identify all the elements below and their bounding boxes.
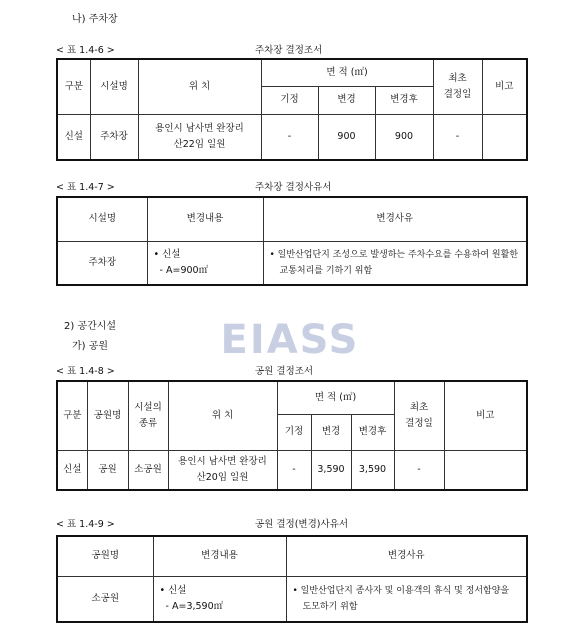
cell-content	[153, 576, 286, 622]
cell-after: 3,590	[351, 450, 394, 490]
cell-type: 신설	[57, 450, 87, 490]
table-row	[57, 241, 527, 285]
header-change: 변경	[311, 414, 351, 450]
header-park-name: 공원명	[57, 536, 153, 576]
cell-facility-kind: 소공원	[128, 450, 168, 490]
content-line: - A=3,590㎡	[159, 600, 224, 612]
header-area: 면 적 (㎡)	[261, 59, 433, 86]
table-row	[57, 114, 527, 160]
reason-line: 도모하기 위함	[302, 601, 358, 612]
header-note: 비고	[482, 59, 527, 114]
header-location: 위 치	[138, 59, 261, 114]
parking-reason-table	[56, 196, 528, 286]
cell-location: 용인시 남사면 완장리 산20임 일원	[168, 450, 277, 490]
table-caption-number: < 표 1.4-7 >	[56, 182, 115, 193]
header-facility: 시설명	[57, 197, 147, 241]
table-caption-title: 공원 결정(변경)사유서	[255, 519, 349, 530]
header-location: 위 치	[168, 381, 277, 450]
reason-line: • 일반산업단지 종사자 및 이용객의 휴식 및 정서함양을	[292, 585, 510, 596]
parking-decision-table	[56, 58, 528, 161]
cell-first: -	[433, 114, 482, 160]
section-heading-space: 2) 공간시설	[64, 321, 117, 332]
park-reason-table	[56, 535, 528, 623]
cell-content	[147, 241, 263, 285]
table-caption-title: 주차장 결정조서	[255, 45, 323, 56]
header-first-decision: 최초 결정일	[394, 381, 444, 450]
content-line: • 신설	[159, 584, 187, 596]
header-change: 변경	[318, 86, 375, 114]
header-note: 비고	[444, 381, 527, 450]
section-heading-parking: 나) 주차장	[72, 14, 118, 25]
table-caption-title: 공원 결정조서	[255, 366, 314, 377]
table-caption-number: < 표 1.4-9 >	[56, 519, 115, 530]
cell-facility: 주차장	[57, 241, 147, 285]
watermark-logo: EIASS	[220, 317, 360, 363]
header-facility: 시설명	[90, 59, 138, 114]
header-type: 구분	[57, 381, 87, 450]
header-first-decision: 최초 결정일	[433, 59, 482, 114]
cell-location: 용인시 남사면 완장리 산22임 일원	[138, 114, 261, 160]
table-row	[57, 450, 527, 490]
header-reason: 변경사유	[286, 536, 527, 576]
cell-reason	[263, 241, 527, 285]
header-content: 변경내용	[153, 536, 286, 576]
header-facility-kind: 시설의 종류	[128, 381, 168, 450]
reason-line: • 일반산업단지 조성으로 발생하는 주차수요를 수용하여 원활한	[269, 249, 519, 260]
table-row	[57, 576, 527, 622]
header-area: 면 적 (㎡)	[277, 381, 394, 414]
cell-type: 신설	[57, 114, 90, 160]
cell-note	[482, 114, 527, 160]
table-caption-title: 주차장 결정사유서	[255, 182, 332, 193]
header-park-name: 공원명	[87, 381, 128, 450]
cell-note	[444, 450, 527, 490]
cell-existing: -	[261, 114, 318, 160]
header-after: 변경후	[375, 86, 433, 114]
table-caption-number: < 표 1.4-8 >	[56, 366, 115, 377]
cell-change: 3,590	[311, 450, 351, 490]
cell-change: 900	[318, 114, 375, 160]
cell-first: -	[394, 450, 444, 490]
cell-existing: -	[277, 450, 311, 490]
content-line: • 신설	[153, 248, 181, 260]
content-line: - A=900㎡	[153, 264, 209, 276]
header-after: 변경후	[351, 414, 394, 450]
header-existing: 기정	[261, 86, 318, 114]
cell-park-name: 공원	[87, 450, 128, 490]
header-content: 변경내용	[147, 197, 263, 241]
header-existing: 기정	[277, 414, 311, 450]
cell-after: 900	[375, 114, 433, 160]
table-caption-number: < 표 1.4-6 >	[56, 45, 115, 56]
cell-park-name: 소공원	[57, 576, 153, 622]
header-reason: 변경사유	[263, 197, 527, 241]
cell-reason	[286, 576, 527, 622]
cell-facility: 주차장	[90, 114, 138, 160]
header-type: 구분	[57, 59, 90, 114]
park-decision-table	[56, 380, 528, 491]
reason-line: 교통처리를 기하기 위함	[279, 265, 373, 276]
section-heading-park: 가) 공원	[72, 341, 109, 352]
